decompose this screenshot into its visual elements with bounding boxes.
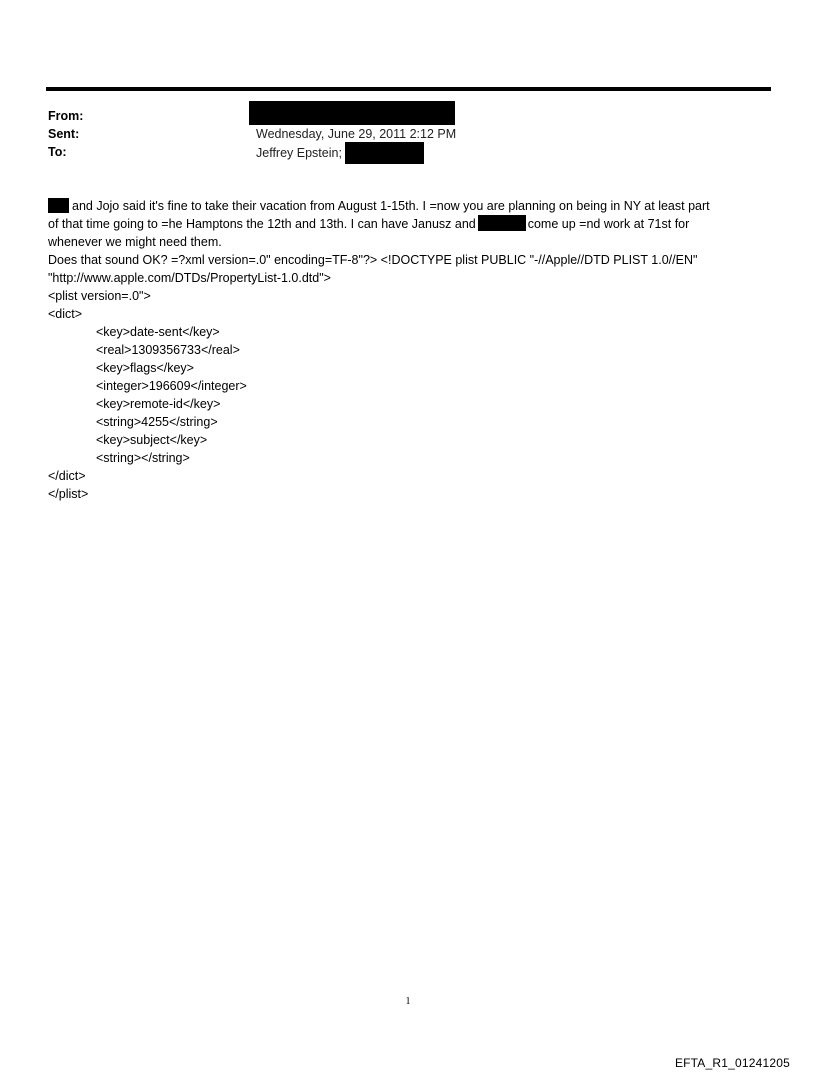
dict-line: <key>subject</key> xyxy=(96,433,208,447)
dict-line: <key>date-sent</key> xyxy=(96,325,220,339)
sent-label: Sent: xyxy=(48,127,80,141)
body-line xyxy=(48,197,778,215)
page-number: 1 xyxy=(405,996,411,1007)
sent-value: Wednesday, June 29, 2011 2:12 PM xyxy=(256,127,457,141)
body-text-line4: Does that sound OK? =?xml version=.0" encoding=TF-8"?> <!DOCTYPE plist PUBLIC "-//Apple//DTD PLIST 1.0//EN" xyxy=(48,253,698,267)
dict-open: <dict> xyxy=(48,307,83,321)
header-rule xyxy=(46,87,771,91)
plist-open: <plist version=.0"> xyxy=(48,289,151,303)
to-redaction xyxy=(345,142,424,164)
plist-close: </plist> xyxy=(48,487,89,501)
body-text-line2b: come up =nd work at 71st for xyxy=(527,217,690,231)
body-text-line3: whenever we might need them. xyxy=(48,235,222,249)
from-label: From: xyxy=(48,109,84,123)
name-redaction xyxy=(48,198,69,213)
body-text-line2a: of that time going to =he Hamptons the 12th and 13th. I can have Janusz and xyxy=(48,217,476,231)
name-redaction xyxy=(478,215,526,231)
dict-line: <string></string> xyxy=(96,451,190,465)
dict-line: <key>flags</key> xyxy=(96,361,194,375)
body-text-line5: "http://www.apple.com/DTDs/PropertyList-1.0.dtd"> xyxy=(48,271,331,285)
body-line xyxy=(48,215,778,233)
document-id: EFTA_R1_01241205 xyxy=(674,1056,790,1070)
dict-close: </dict> xyxy=(48,469,86,483)
to-label: To: xyxy=(48,145,67,159)
to-value: Jeffrey Epstein; xyxy=(256,146,342,160)
message-body xyxy=(48,197,778,503)
from-redaction xyxy=(249,101,455,125)
dict-line: <key>remote-id</key> xyxy=(96,397,221,411)
body-text-line1: and Jojo said it's fine to take their vacation from August 1-15th. I =now you are planning on being in NY at least part xyxy=(72,199,710,213)
dict-line: <real>1309356733</real> xyxy=(96,343,240,357)
dict-line: <string>4255</string> xyxy=(96,415,218,429)
dict-line: <integer>196609</integer> xyxy=(96,379,247,393)
